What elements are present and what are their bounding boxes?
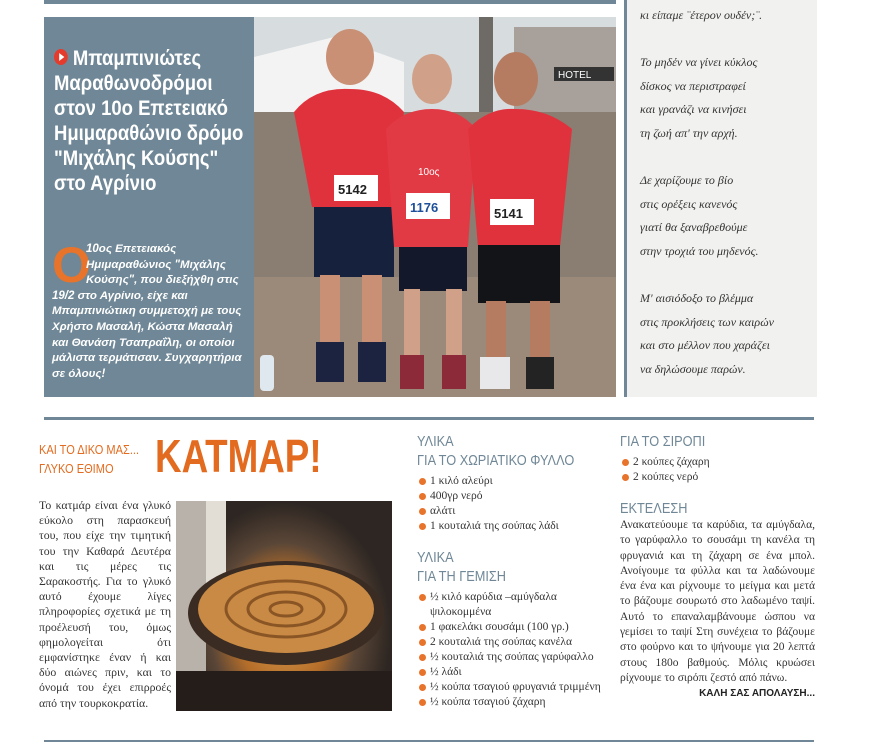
poem-line: και στο μέλλον που χαράζει — [640, 338, 770, 353]
poem-line: Το μηδέν να γίνει κύκλος — [640, 55, 758, 70]
poem-line: και γρανάζι να κινήσει — [640, 102, 747, 117]
poem-line: γιατί θα ξαναβρεθούμε — [640, 220, 748, 235]
article-headline: Μπαμπινιώτες Μαραθωνοδρόμοι στον 10ο Επετειακό Ημιμαραθώνιο δρόμο "Μιχάλης Κούσης" στο Αγρίνιο — [54, 46, 244, 195]
method-column — [620, 432, 815, 699]
exec-text: Ανακατεύουμε τα καρύδια, τα αμύγδαλα, το γαρύφαλλο το σουσάμι τη κανέλα τη φρυγανιά και τη ζάχαρη σε ένα μπολ. Ανοίγουμε τα φύλλα και τα λαδώνουμε ένα ένα και ρίχνουμε το μείγμα και μετά το βάζουμε σουρωτό στο λαδωμένο ταψί. Αυτό το επαναλαμβάνουμε ώσπου να γεμίσει το ταψί Στη συνέχεια το βάζουμε στο φούρνο και το ψήνουμε για 20 λεπτά στους 180ο βαθμούς. Μόλις κρυώσει ρίχνουμε το σιρόπι ζεστό από πάνω. — [620, 519, 815, 684]
hotel-sign: HOTEL — [558, 70, 592, 81]
bib-3: 5141 — [494, 206, 523, 221]
filling-heading-2: ΓΙΑ ΤΗ ΓΕΜΙΣΗ — [417, 568, 506, 585]
list-item: αλάτι — [417, 504, 607, 519]
list-item: ½ λάδι — [417, 665, 607, 680]
poem-line: στην τροχιά του μηδενός. — [640, 243, 759, 258]
poem-line — [640, 264, 810, 288]
dropcap: Ο — [52, 237, 91, 293]
phyllo-list — [417, 474, 607, 534]
ingredients-column — [417, 432, 607, 710]
runners-illustration — [254, 17, 616, 397]
top-rule — [44, 0, 616, 4]
list-item: 2 κουταλιά της σούπας κανέλα — [417, 635, 607, 650]
poem-line: να δηλώσουμε παρών. — [640, 361, 746, 376]
poem — [640, 4, 810, 382]
poem-line: δίσκος να περιστραφεί — [640, 78, 746, 93]
poem-line: κι είπαμε ¨έτερον ουδέν;¨. — [640, 8, 763, 22]
recipe-intro: Το κατμάρ είναι ένα γλυκό εύκολο στη παρασκευή του, που είχε την τιμητική του την Καθαρά Δευτέρα και τις μέρες τις Σαρακοστής. Για το γλυκό αυτό έχουμε λίγες πληροφορίες σχετικά με τη προέλευσή του, όμως φημολογείται ότι εμφανίστηκε έναν ή και δύο αιώνες πριν, και το όνομά του έχει επιρροές από την τουρκοκρατία. — [39, 498, 171, 710]
poem-line — [640, 146, 810, 170]
list-item: ½ κούπα τσαγιού ζάχαρη — [417, 695, 607, 710]
list-item: 2 κούπες νερό — [620, 470, 815, 485]
poem-line: στις ορέξεις κανενός — [640, 196, 738, 211]
poem-line: Μ' αισιόδοξο το βλέμμα — [640, 291, 754, 306]
katmar-photo — [176, 501, 392, 711]
filling-list — [417, 590, 607, 710]
phyllo-heading-1: ΥΛΙΚΑ — [417, 433, 454, 450]
syrup-list — [620, 455, 815, 485]
bib-2: 1176 — [410, 200, 439, 215]
list-item: 1 κουταλιά της σούπας λάδι — [417, 519, 607, 534]
exec-heading: ΕΚΤΕΛΕΣΗ — [620, 500, 688, 517]
poem-line: τη ζωή απ' την αρχή. — [640, 125, 738, 140]
section-divider — [44, 417, 814, 420]
list-item: ½ κούπα τσαγιού φρυγανιά τριμμένη — [417, 680, 607, 695]
list-item: 400γρ νερό — [417, 489, 607, 504]
list-item: 2 κούπες ζάχαρη — [620, 455, 815, 470]
filling-heading-1: ΥΛΙΚΑ — [417, 549, 454, 566]
syrup-heading: ΓΙΑ ΤΟ ΣΙΡΟΠΙ — [620, 433, 706, 450]
closing-line: ΚΑΛΗ ΣΑΣ ΑΠΟΛΑΥΣΗ... — [699, 688, 815, 700]
poem-line: Δε χαρίζουμε το βίο — [640, 173, 734, 188]
phyllo-heading-2: ΓΙΑ ΤΟ ΧΩΡΙΑΤΙΚΟ ΦΥΛΛΟ — [417, 452, 575, 469]
list-item: ½ κιλό καρύδια –αμύγδαλα ψιλοκομμένα — [417, 590, 607, 620]
poem-line: στις προκλήσεις των καιρών — [640, 314, 774, 329]
runners-photo — [254, 17, 616, 397]
bottom-rule — [44, 740, 814, 742]
recipe-title: ΚΑΤΜΑΡ! — [155, 430, 322, 482]
katmar-illustration — [176, 501, 392, 711]
play-icon — [54, 49, 68, 65]
list-item: 1 κιλό αλεύρι — [417, 474, 607, 489]
recipe-kicker: ΚΑΙ ΤΟ ΔΙΚΟ ΜΑΣ... ΓΛΥΚΟ ΕΘΙΜΟ — [39, 442, 140, 476]
article-intro: Ο 10ος Επετειακός Ημιμαραθώνιος "Μιχάλης Κούσης", που διεξήχθη στις 19/2 στο Αγρίνιο, είχε και Μπαμπινιώτικη συμμετοχή με τους Χρήστο Μασαλή, Κώστα Μασαλή και Θανάση Τσαπραΐλη, οι οποίοι μάλιστα τερμάτισαν. Συγχαρητήρια σε όλους! — [52, 237, 242, 380]
list-item: 1 φακελάκι σουσάμι (100 γρ.) — [417, 620, 607, 635]
bib-1: 5142 — [338, 182, 367, 197]
list-item: ½ κουταλιά της σούπας γαρύφαλλο — [417, 650, 607, 665]
poem-line — [640, 28, 810, 52]
medal-text: 10ος — [418, 167, 440, 178]
